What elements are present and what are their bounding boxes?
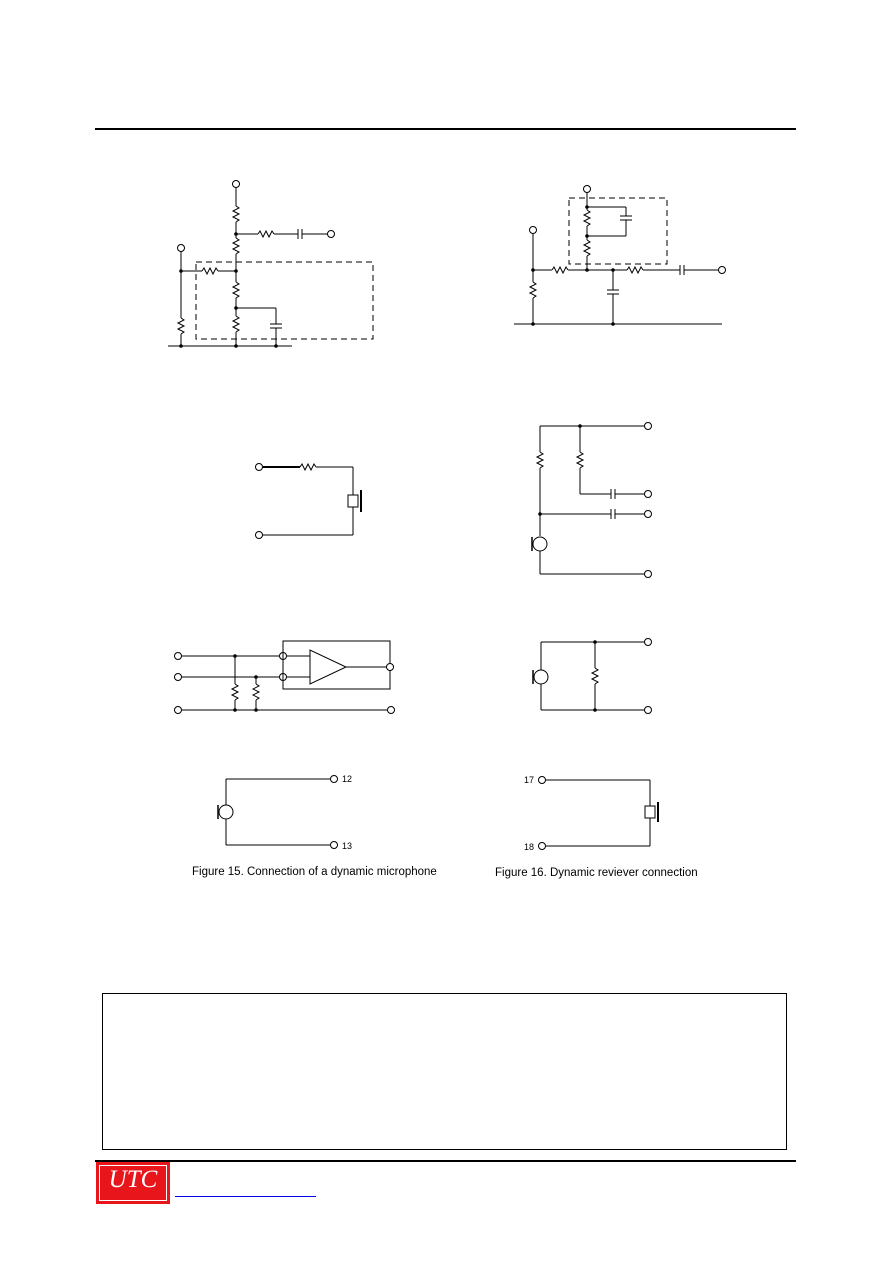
- utc-logo: UTC: [96, 1162, 170, 1204]
- bias-network-circuit: [168, 181, 373, 348]
- footer-link-underline[interactable]: [175, 1196, 316, 1197]
- pin-12-label: 12: [342, 774, 353, 784]
- electret-mic-circuit: [532, 423, 652, 578]
- filter-network-circuit: [514, 186, 726, 326]
- figure-15-caption: Figure 15. Connection of a dynamic microphone: [192, 866, 437, 878]
- pin-17-label: 17: [524, 775, 535, 785]
- mic-shunt-circuit: [533, 639, 652, 714]
- footer-rule: [95, 1160, 796, 1162]
- amplifier-input-circuit: [175, 641, 395, 714]
- receiver-series-circuit: [256, 464, 362, 539]
- figure-15-mic-circuit: [218, 774, 352, 851]
- pin-13-label: 13: [342, 841, 353, 851]
- notice-box: [102, 993, 787, 1150]
- figure-16-caption: Figure 16. Dynamic reviever connection: [495, 867, 698, 879]
- pin-18-label: 18: [524, 842, 535, 852]
- figure-16-receiver-circuit: [524, 775, 658, 852]
